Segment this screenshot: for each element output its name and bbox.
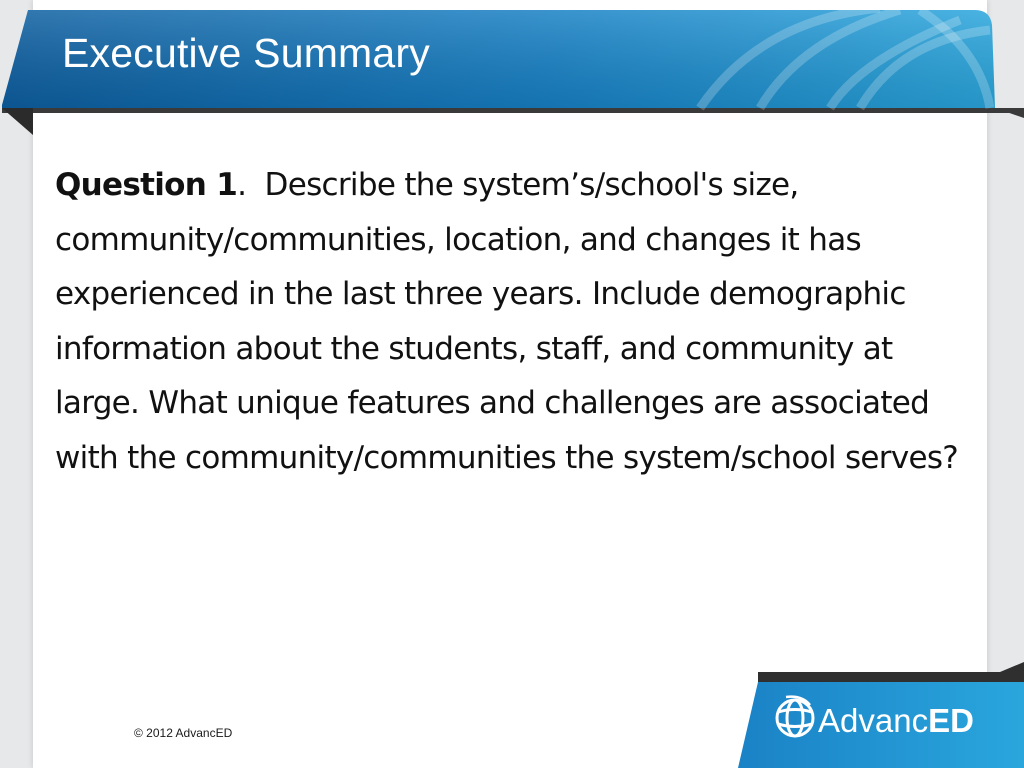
advanced-logo-text [818,702,974,740]
question-text: Describe the system’s/school's size, community/communities, location, and changes it has experienced in the last three years. Include demographic information about the students, staff, and community at large. What unique features and challenges are associated with the community/communities the system/school serves? [55,167,959,476]
question-paragraph [55,158,960,485]
copyright-text: © 2012 AdvancED [134,726,233,740]
question-punct: . [237,167,247,203]
question-label: Question 1 [55,167,238,203]
globe-icon [772,693,818,739]
logo-text-bold: ED [928,702,974,739]
logo-text-regular: Advanc [818,702,929,739]
slide-title: Executive Summary [62,30,430,76]
